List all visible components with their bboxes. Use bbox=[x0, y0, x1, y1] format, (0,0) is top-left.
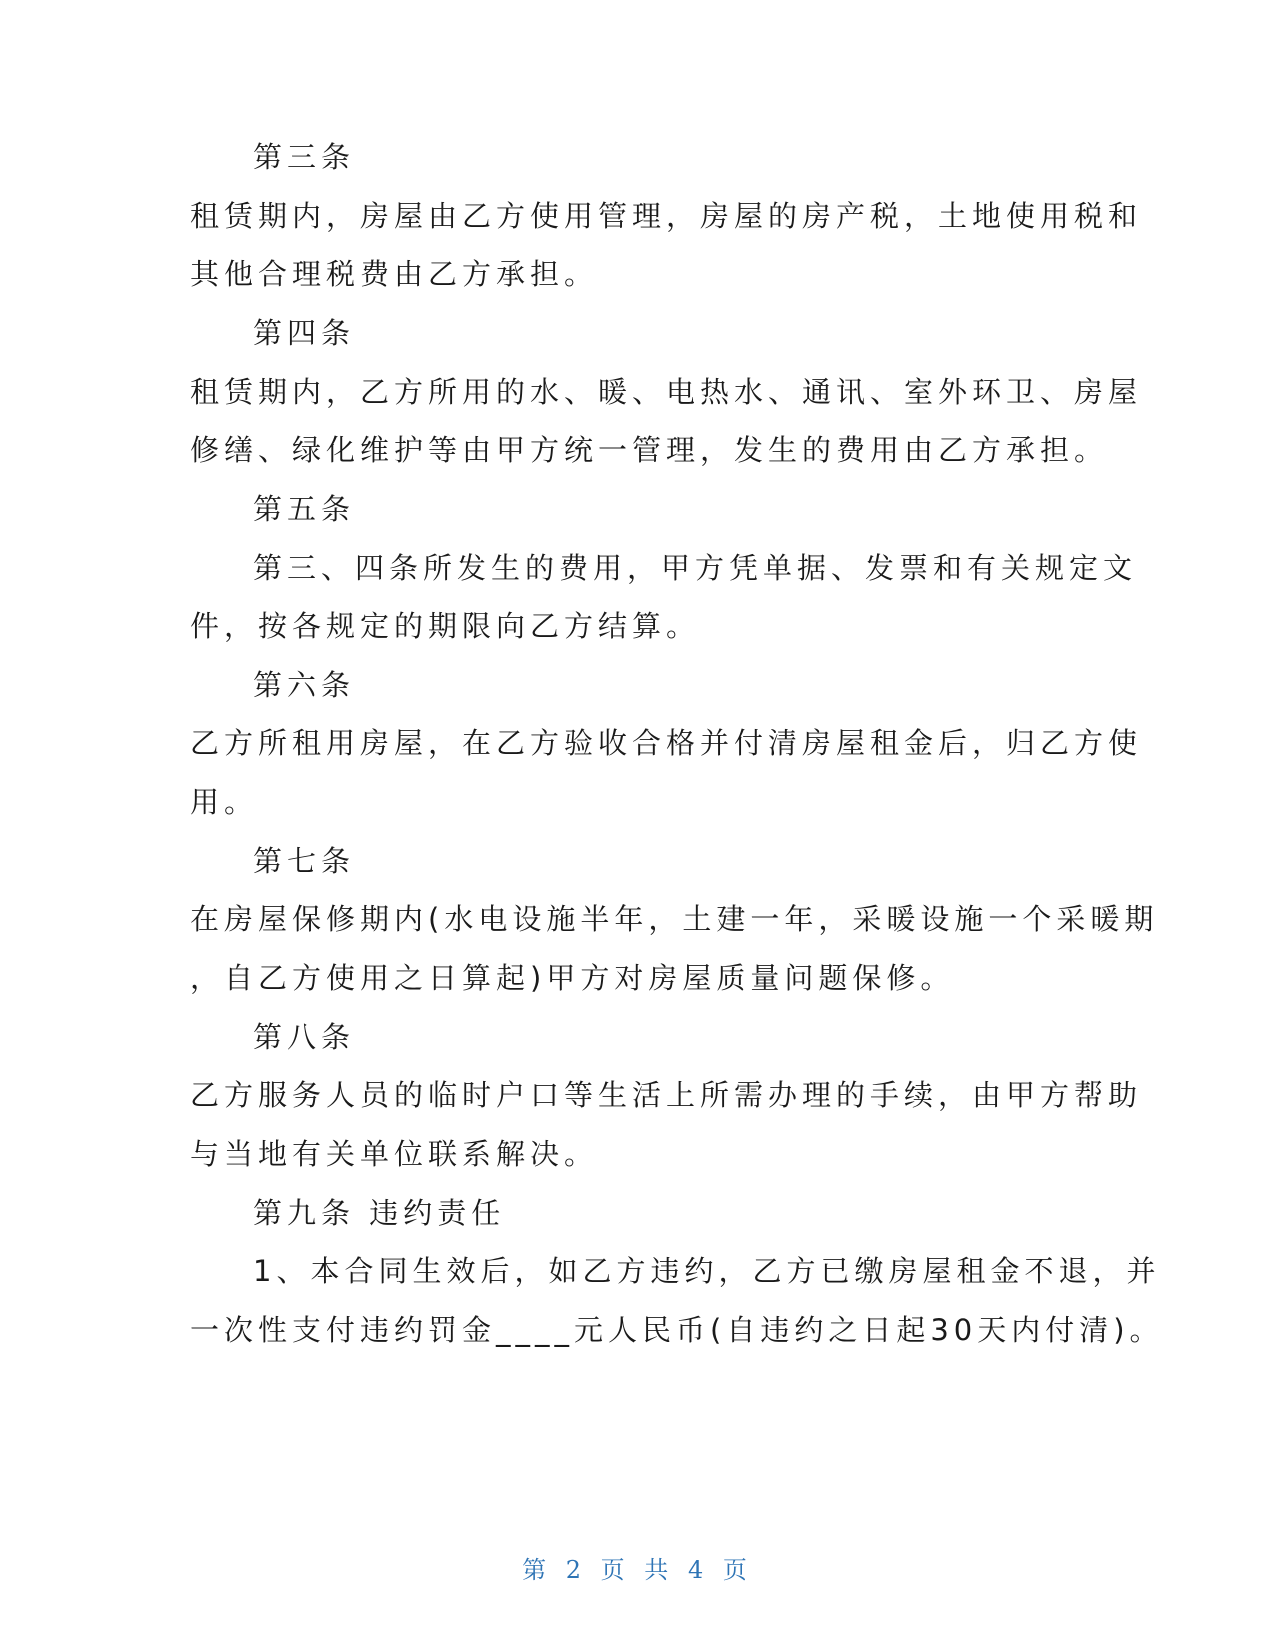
page-number-footer: 第 2 页 共 4 页 bbox=[522, 1556, 753, 1584]
paragraph-line: 与当地有关单位联系解决。 bbox=[190, 1137, 599, 1171]
paragraph-line: 租赁期内，房屋由乙方使用管理，房屋的房产税，土地使用税和 bbox=[190, 199, 1143, 233]
paragraph-line: ，自乙方使用之日算起)甲方对房屋质量问题保修。 bbox=[190, 961, 955, 995]
paragraph-line: 1、本合同生效后，如乙方违约，乙方已缴房屋租金不退，并 bbox=[253, 1254, 1161, 1288]
paragraph-line: 件，按各规定的期限向乙方结算。 bbox=[190, 609, 701, 643]
article-heading: 第三条 bbox=[253, 140, 356, 174]
article-heading: 第七条 bbox=[253, 844, 356, 878]
article-heading: 第九条 违约责任 bbox=[253, 1196, 506, 1230]
paragraph-line: 用。 bbox=[190, 785, 259, 819]
paragraph-line: 乙方所租用房屋，在乙方验收合格并付清房屋租金后，归乙方使 bbox=[190, 726, 1143, 760]
article-heading: 第六条 bbox=[253, 668, 356, 702]
paragraph-line: 乙方服务人员的临时户口等生活上所需办理的手续，由甲方帮助 bbox=[190, 1078, 1143, 1112]
article-heading: 第五条 bbox=[253, 492, 356, 526]
paragraph-line: 第三、四条所发生的费用，甲方凭单据、发票和有关规定文 bbox=[253, 551, 1138, 585]
paragraph-line: 一次性支付违约罚金____元人民币(自违约之日起30天内付清)。 bbox=[190, 1313, 1164, 1347]
article-heading: 第四条 bbox=[253, 316, 356, 350]
paragraph-line: 其他合理税费由乙方承担。 bbox=[190, 257, 599, 291]
paragraph-line: 修缮、绿化维护等由甲方统一管理，发生的费用由乙方承担。 bbox=[190, 433, 1109, 467]
article-heading: 第八条 bbox=[253, 1020, 356, 1054]
paragraph-line: 在房屋保修期内(水电设施半年，土建一年，采暖设施一个采暖期 bbox=[190, 902, 1159, 936]
paragraph-line: 租赁期内，乙方所用的水、暖、电热水、通讯、室外环卫、房屋 bbox=[190, 375, 1143, 409]
